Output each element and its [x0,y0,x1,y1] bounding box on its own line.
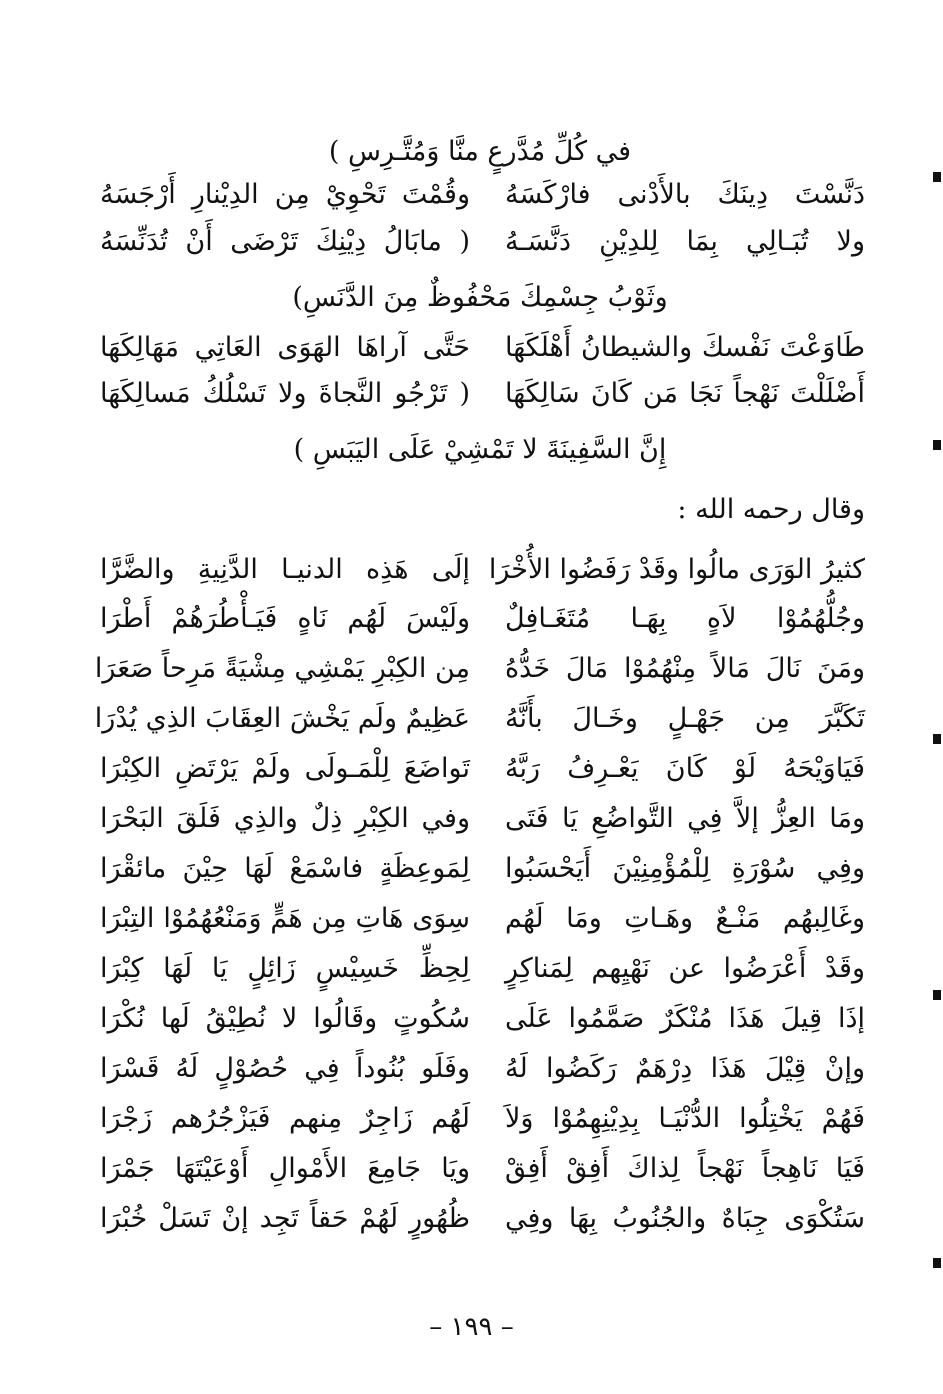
verse-line-center: في كُلِّ مُدَّرعٍ منَّا وَمُتَّـرِسِ ) [328,136,632,167]
verse-hemistich-left: ( تَرْجُو النَّجاةَ ولا تَسْلُكُ مَسالِكَهَا [100,378,470,409]
verse-hemistich-right: أَضْلَلْتَ نَهْجاً نَجَا مَن كَانَ سَالِكَهَا [505,378,865,409]
verse-hemistich-right: ولا تُبَـالِي بِمَا لِلدِيْنِ دَنَّسَـهُ [505,226,865,257]
verse-hemistich-left: وقُمْتَ تَحْوِيْ مِن الدِيْنارِ أَرْجَسَهُ [100,179,470,210]
couplet-right: وفِي سُوْرَةِ لِلْمُؤْمِنِيْنَ أَيَحْسَبُوا [505,853,865,884]
couplet-left: ظُهُورٍ لَهُمْ حَقاً تَجِد إنْ تَسَلْ خُبْرَا [100,1203,470,1234]
couplet-left: عَظِيمٌ ولَم يَخْشَ العِقَابَ الذِي يُدْرَا [94,703,470,734]
couplet-left: لِحِظِّ خَسِيْسٍ زَائِلٍ يَا لَهَا كِبْرَا [100,953,470,984]
couplet-left: سِوَى هَاتِ مِن هَمٍّ وَمَنْعُهُمُوْا التِبْرَا [100,903,470,934]
verse-hemistich-right: دَنَّسْتَ دِينَكَ بالأَدْنى فارْكَسَهُ [505,179,865,210]
couplet-left: مِن الكِبْرِ يَمْشِي مِشْيَةً مَرِحاً صَعَرَا [94,653,470,684]
couplet-right: وغَالِبهُم مَنْـعٌ وهَـاتِ ومَا لَهُم [505,903,865,934]
couplet-left: لِمَوعِظَةٍ فاسْمَعْ لَهَا حِيْنَ مائقْرَا [100,853,470,884]
couplet-right: ومَنَ نَالَ مَالاً مِنْهُمُوْا مَالَ خَدُّهُ [505,653,865,684]
scan-margin-mark [933,734,941,744]
couplet-left: إلَى هَذِه الدنيـا الدَّنِيةِ والضَّرَّا [100,554,470,585]
verse-hemistich-right: طَاوَعْتَ نَفْسكَ والشيطانُ أَهْلَكَهَا [505,332,865,363]
couplet-right: فَهُمْ يَخْتِلُوا الدُّنْيَـا بِدِيْنِهِمُوْا وَلاَ [505,1103,865,1134]
verse-hemistich-left: ( مابَالُ دِيْنِكَ تَرْضَى أَنْ تُدَنِّسَهُ [100,226,470,257]
couplet-right: فَيَا نَاهِجاً نَهْجاً لِذاكَ أَفِقْ أَفِقْ [505,1153,865,1184]
couplet-right: فَيَاوَيْحَهُ لَوْ كَانَ يَعْـرِفُ رَبَّهُ [505,753,865,784]
couplet-left: وفَلَو بُنُوداً فِي حُصُوْلٍ لَهُ قَسْرَا [100,1053,470,1084]
scan-margin-mark [933,440,941,450]
poem-intro: وقال رحمه الله : [677,494,865,525]
couplet-left: ويَا جَامِعَ الأَمْوالِ أَوْعَيْتَهَا جَمْرَا [100,1153,470,1184]
couplet-right: وإنْ قِيْلَ هَذَا دِرْهَمٌ رَكَضُوا لَهُ [505,1053,865,1084]
scan-margin-mark [933,172,941,182]
verse-hemistich-left: حَتَّى آراهَا الهَوَى العَاتِي مَهَالِكَهَا [100,332,470,363]
couplet-right: تَكَبَّرَ مِن جَهْـلٍ وخَـالَ بأَنَّهُ [505,703,865,734]
couplet-left: تَواضَعَ لِلْمَـولَى ولَمْ يَرْتَضِ الكِبْرَا [100,753,470,784]
scan-margin-mark [933,990,941,1000]
couplet-right: كثيرُ الوَرَى مالُوا وقَدْ رَفَضُوا الأُخْرَا [488,554,865,585]
page-number: – ١٩٩ – [429,1312,514,1342]
couplet-left: سُكُوتٍ وقَالُوا لا نُطِيْقُ لَها نُكْرَا [100,1003,470,1034]
couplet-right: إذَا قِيلَ هَذَا مُنْكَرٌ صَمَّمُوا عَلَى [505,1003,865,1034]
couplet-left: لَهُم زَاجِرٌ مِنهم فَيَزْجُرُهم زَجْرَا [100,1103,470,1134]
couplet-right: وجُلُّهُمُوْا لاَهٍ بِهَـا مُتَغَـافِلٌ [505,603,865,634]
couplet-left: ولَيْسَ لَهُم نَاهٍ فَيَـأْطُرَهُمْ أَطْرَا [100,603,470,634]
couplet-right: وقَدْ أَعْرَضُوا عن نَهْيِهم لِمَناكِرٍ [505,953,865,984]
couplet-right: سَتُكْوَى جِبَاهٌ والجُنُوبُ بِهَا وفِي [505,1203,865,1234]
scan-margin-mark [933,1258,941,1268]
verse-line-center: وثَوْبُ جِسْمِكَ مَحْفُوظٌ مِنَ الدَّنَسِ) [292,282,668,313]
couplet-right: ومَا العِزُّ إلاَّ فِي التَّواضُعِ يَا فَتَى [505,803,865,834]
couplet-left: وفي الكِبْرِ ذِلٌ والذِي فَلَقَ البَحْرَا [100,803,470,834]
verse-line-center: إِنَّ السَّفِينَةَ لا تَمْشِيْ عَلَى اليَبَسِ ) [293,434,667,465]
